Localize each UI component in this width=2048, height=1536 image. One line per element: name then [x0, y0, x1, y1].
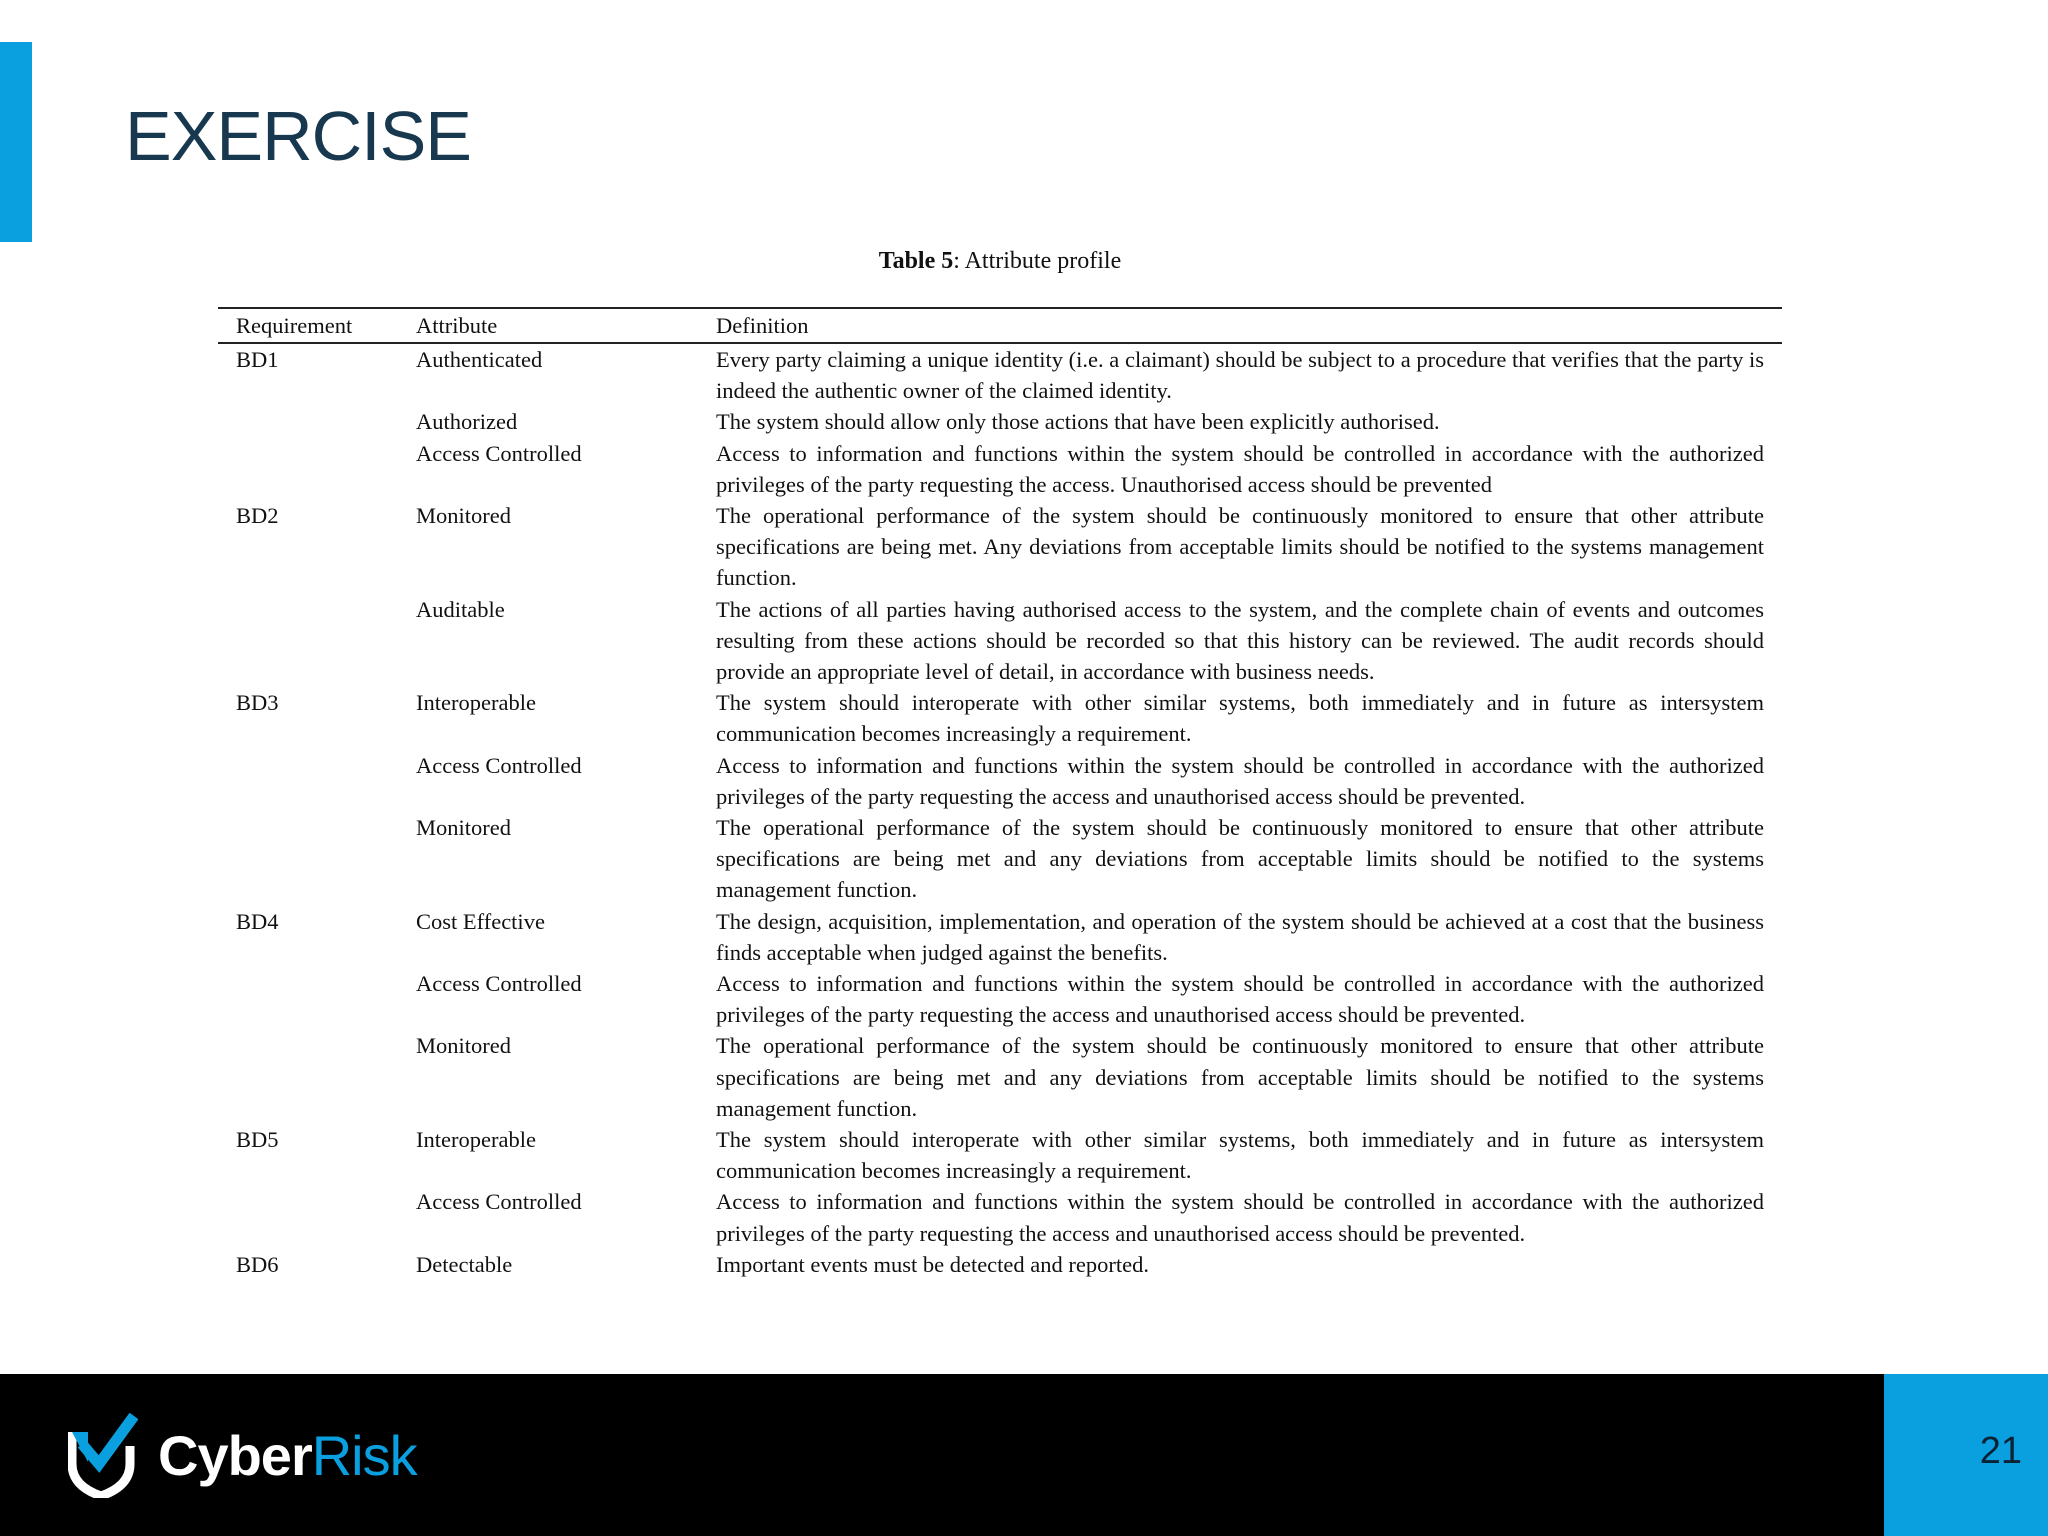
- requirement-cell: BD4: [236, 908, 279, 934]
- requirement-cell: [218, 1186, 398, 1248]
- definition-cell: The system should allow only those actions that have been explicitly authorised.: [716, 409, 1440, 435]
- accent-bar: [0, 42, 32, 242]
- definition-cell: The operational performance of the system should be continuously monitored to ensure that other attribute specifications are being met. Any deviations from acceptable limits should be notified to the systems management function.: [716, 503, 1764, 591]
- attribute-cell: Access Controlled: [416, 1189, 582, 1215]
- table-row: [218, 687, 1782, 749]
- requirement-cell: [218, 1030, 398, 1124]
- shield-check-icon: [68, 1412, 138, 1498]
- requirement-cell: [218, 406, 398, 437]
- attribute-cell: Interoperable: [416, 690, 536, 716]
- attribute-cell: Monitored: [416, 815, 511, 841]
- definition-cell: The operational performance of the system should be continuously monitored to ensure that other attribute specifications are being met and any deviations from acceptable limits should be notified to the systems management function.: [716, 815, 1764, 903]
- table-row: [218, 968, 1782, 1030]
- attribute-profile-table-container: [218, 307, 1782, 1280]
- definition-cell: The system should interoperate with other similar systems, both immediately and in future as intersystem communication becomes increasingly a requirement.: [716, 1127, 1764, 1184]
- table-row: [218, 594, 1782, 688]
- definition-cell: Important events must be detected and reported.: [716, 1251, 1149, 1277]
- attribute-cell: Detectable: [416, 1251, 513, 1277]
- header-attribute: Attribute: [416, 313, 498, 338]
- attribute-profile-table: [218, 307, 1782, 1280]
- table-row: [218, 343, 1782, 406]
- logo-wordmark: [158, 1423, 417, 1488]
- requirement-cell: BD5: [236, 1127, 279, 1153]
- table-row: [218, 1124, 1782, 1186]
- cyberrisk-logo: [68, 1410, 417, 1500]
- table-row: [218, 1186, 1782, 1248]
- logo-word-cyber: Cyber: [158, 1423, 312, 1487]
- requirement-cell: [218, 968, 398, 1030]
- page-number-box: [1884, 1374, 2048, 1536]
- table-row: [218, 406, 1782, 437]
- attribute-cell: Monitored: [416, 503, 511, 529]
- table-row: [218, 906, 1782, 968]
- requirement-cell: BD1: [236, 347, 279, 372]
- attribute-cell: Interoperable: [416, 1127, 536, 1153]
- requirement-cell: BD6: [236, 1251, 279, 1277]
- requirement-cell: BD3: [236, 690, 279, 716]
- table-row: [218, 500, 1782, 594]
- table-row: [218, 750, 1782, 812]
- table-caption-text: : Attribute profile: [953, 248, 1122, 274]
- attribute-cell: Access Controlled: [416, 971, 582, 997]
- attribute-cell: Authorized: [416, 409, 518, 435]
- requirement-cell: [218, 594, 398, 688]
- footer-bar: [0, 1374, 2048, 1536]
- attribute-cell: Access Controlled: [416, 752, 582, 778]
- slide-title: EXERCISE: [125, 97, 471, 175]
- definition-cell: Access to information and functions within the system should be controlled in accordance with the authorized privileges of the party requesting the access and unauthorised access should be prevented.: [716, 1189, 1764, 1246]
- definition-cell: The design, acquisition, implementation, and operation of the system should be achieved at a cost that the business finds acceptable when judged against the benefits.: [716, 908, 1764, 965]
- table-caption: [0, 248, 2000, 275]
- definition-cell: The operational performance of the system should be continuously monitored to ensure that other attribute specifications are being met and any deviations from acceptable limits should be notified to the systems management function.: [716, 1033, 1764, 1121]
- table-row: [218, 438, 1782, 500]
- requirement-cell: [218, 750, 398, 812]
- attribute-cell: Authenticated: [416, 347, 543, 372]
- table-row: [218, 1030, 1782, 1124]
- definition-cell: Access to information and functions within the system should be controlled in accordance with the authorized privileges of the party requesting the access and unauthorised access should be prevented.: [716, 971, 1764, 1028]
- table-header-row: [218, 308, 1782, 343]
- table-caption-label: Table 5: [878, 248, 954, 274]
- attribute-cell: Access Controlled: [416, 440, 582, 466]
- definition-cell: Access to information and functions within the system should be controlled in accordance with the authorized privileges of the party requesting the access and unauthorised access should be prevented.: [716, 752, 1764, 809]
- attribute-cell: Cost Effective: [416, 908, 545, 934]
- attribute-cell: Monitored: [416, 1033, 511, 1059]
- header-requirement: Requirement: [236, 313, 353, 338]
- definition-cell: Access to information and functions within the system should be controlled in accordance with the authorized privileges of the party requesting the access. Unauthorised access should be prevented: [716, 440, 1764, 497]
- definition-cell: The actions of all parties having authorised access to the system, and the complete chain of events and outcomes resulting from these actions should be recorded so that this history can be reviewed. The audit records should provide an appropriate level of detail, in accordance with business needs.: [716, 596, 1764, 685]
- table-row: [218, 812, 1782, 906]
- requirement-cell: [218, 812, 398, 906]
- definition-cell: Every party claiming a unique identity (i.e. a claimant) should be subject to a procedure that verifies that the party is indeed the authentic owner of the claimed identity.: [716, 347, 1764, 404]
- logo-word-risk: Risk: [311, 1423, 417, 1487]
- table-row: [218, 1249, 1782, 1280]
- definition-cell: The system should interoperate with other similar systems, both immediately and in future as intersystem communication becomes increasingly a requirement.: [716, 690, 1764, 747]
- table-body: [218, 343, 1782, 1280]
- attribute-cell: Auditable: [416, 596, 505, 622]
- header-definition: Definition: [716, 313, 809, 338]
- requirement-cell: [218, 438, 398, 500]
- page-number: 21: [1979, 1430, 2022, 1472]
- requirement-cell: BD2: [236, 503, 279, 529]
